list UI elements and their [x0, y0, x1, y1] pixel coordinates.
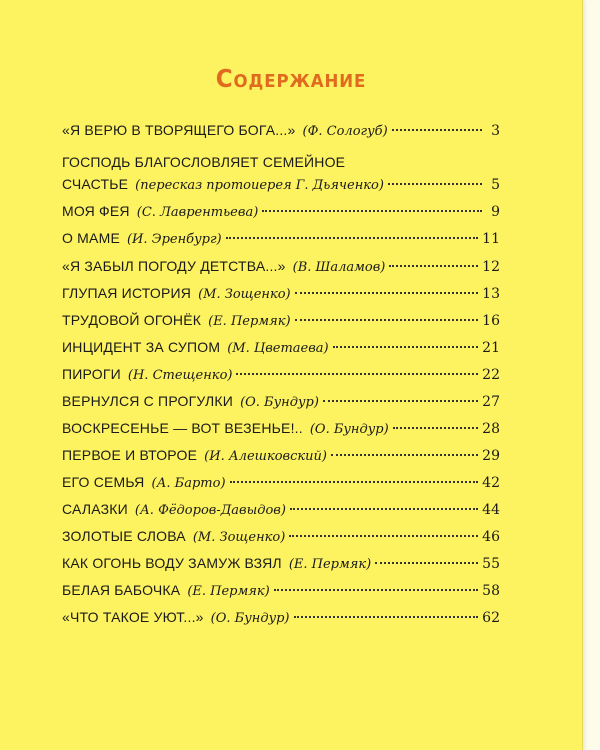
entry-page: 12 — [482, 259, 500, 275]
entry-page: 29 — [482, 448, 500, 464]
entry-page: 42 — [482, 475, 500, 491]
toc-entry — [62, 391, 500, 413]
entry-title-line1: ГОСПОДЬ БЛАГОСЛОВЛЯЕТ СЕМЕЙНОЕ — [62, 154, 346, 170]
dot-leader — [294, 616, 479, 618]
entry-title: ПИРОГИ — [62, 366, 121, 382]
entry-author: (И. Эренбург) — [126, 232, 222, 247]
entry-author: (М. Цветаева) — [227, 341, 329, 356]
dot-leader — [289, 535, 478, 537]
entry-title: «Я ЗАБЫЛ ПОГОДУ ДЕТСТВА...» — [62, 258, 286, 274]
toc-entry — [62, 418, 500, 440]
entry-author: (Ф. Сологуб) — [302, 124, 388, 139]
entry-title: КАК ОГОНЬ ВОДУ ЗАМУЖ ВЗЯЛ — [62, 555, 282, 571]
entry-author: (О. Бундур) — [210, 611, 290, 626]
entry-author: (А. Барто) — [151, 476, 226, 491]
toc-entry — [62, 526, 500, 548]
dot-leader — [392, 129, 482, 131]
entry-page: 13 — [482, 286, 500, 302]
page-title: Содержание — [215, 64, 367, 93]
entry-author: (О. Бундур) — [240, 395, 319, 410]
toc-entry — [62, 120, 500, 142]
entry-title: ТРУДОВОЙ ОГОНЁК — [62, 312, 202, 328]
dot-leader — [230, 481, 479, 483]
entry-author: (А. Фёдоров-Давыдов) — [134, 503, 286, 518]
entry-author: (пересказ протоиерея Г. Дьяченко) — [135, 178, 384, 193]
entry-page: 5 — [491, 177, 500, 193]
entry-page: 11 — [482, 231, 500, 247]
entry-title: «ЧТО ТАКОЕ УЮТ...» — [62, 609, 204, 625]
entry-page: 3 — [491, 123, 500, 139]
dot-leader — [388, 183, 482, 185]
dot-leader — [333, 346, 479, 348]
entry-title: БЕЛАЯ БАБОЧКА — [62, 582, 181, 598]
toc-entry — [62, 499, 500, 521]
entry-title: ЗОЛОТЫЕ СЛОВА — [62, 528, 186, 544]
entry-page: 46 — [482, 529, 500, 545]
entry-title: ВЕРНУЛСЯ С ПРОГУЛКИ — [62, 393, 234, 409]
toc-entry — [62, 228, 500, 250]
entry-page: 55 — [482, 556, 500, 572]
entry-page: 58 — [482, 583, 500, 599]
entry-title: ВОСКРЕСЕНЬЕ — ВОТ ВЕЗЕНЬЕ!.. — [62, 420, 303, 436]
entry-page: 22 — [482, 367, 500, 383]
entry-title: ЕГО СЕМЬЯ — [62, 474, 145, 490]
dot-leader — [295, 292, 479, 294]
entry-page: 62 — [482, 610, 500, 626]
toc-entry — [62, 580, 500, 602]
dot-leader — [274, 589, 478, 591]
toc-entry — [62, 472, 500, 494]
entry-title: ПЕРВОЕ И ВТОРОЕ — [62, 447, 198, 463]
dot-leader — [393, 427, 479, 429]
entry-author: (Н. Стещенко) — [127, 368, 233, 383]
dot-leader — [389, 265, 478, 267]
toc-entry — [62, 256, 500, 278]
toc-entry — [62, 337, 500, 359]
entry-page: 27 — [482, 394, 500, 410]
entry-title: МОЯ ФЕЯ — [62, 203, 130, 219]
entry-author: (М. Зощенко) — [198, 287, 291, 302]
toc-entry — [62, 445, 500, 467]
entry-title: САЛАЗКИ — [62, 501, 128, 517]
dot-leader — [295, 319, 479, 321]
entry-title: ГЛУПАЯ ИСТОРИЯ — [62, 285, 192, 301]
toc-entry — [62, 553, 500, 575]
toc-entry — [62, 607, 500, 629]
entry-page: 28 — [482, 421, 500, 437]
entry-title: ИНЦИДЕНТ ЗА СУПОМ — [62, 339, 221, 355]
dot-leader — [262, 210, 482, 212]
toc-entry — [62, 283, 500, 305]
entry-author: (Е. Пермяк) — [187, 584, 270, 599]
dot-leader — [290, 508, 478, 510]
entry-author: (В. Шаламов) — [292, 260, 386, 275]
entry-author: (Е. Пермяк) — [208, 314, 291, 329]
entry-title: О МАМЕ — [62, 230, 120, 246]
dot-leader — [236, 373, 478, 375]
entry-author: (И. Алешковский) — [204, 449, 327, 464]
toc-entry — [62, 364, 500, 386]
toc-entry — [62, 154, 500, 196]
entry-page: 9 — [491, 204, 500, 220]
dot-leader — [331, 454, 478, 456]
toc-entry — [62, 310, 500, 332]
toc-entry — [62, 201, 500, 223]
entry-author: (М. Зощенко) — [192, 530, 286, 545]
dot-leader — [323, 400, 478, 402]
entry-author: (С. Лаврентьева) — [136, 205, 259, 220]
entry-author: (О. Бундур) — [309, 422, 389, 437]
dot-leader — [375, 562, 478, 564]
entry-page: 21 — [482, 340, 500, 356]
entry-title: СЧАСТЬЕ — [62, 176, 129, 192]
entry-author: (Е. Пермяк) — [288, 557, 372, 572]
entry-page: 16 — [482, 313, 500, 329]
dot-leader — [226, 237, 479, 239]
entry-title: «Я ВЕРЮ В ТВОРЯЩЕГО БОГА...» — [62, 122, 296, 138]
entry-page: 44 — [482, 502, 500, 518]
